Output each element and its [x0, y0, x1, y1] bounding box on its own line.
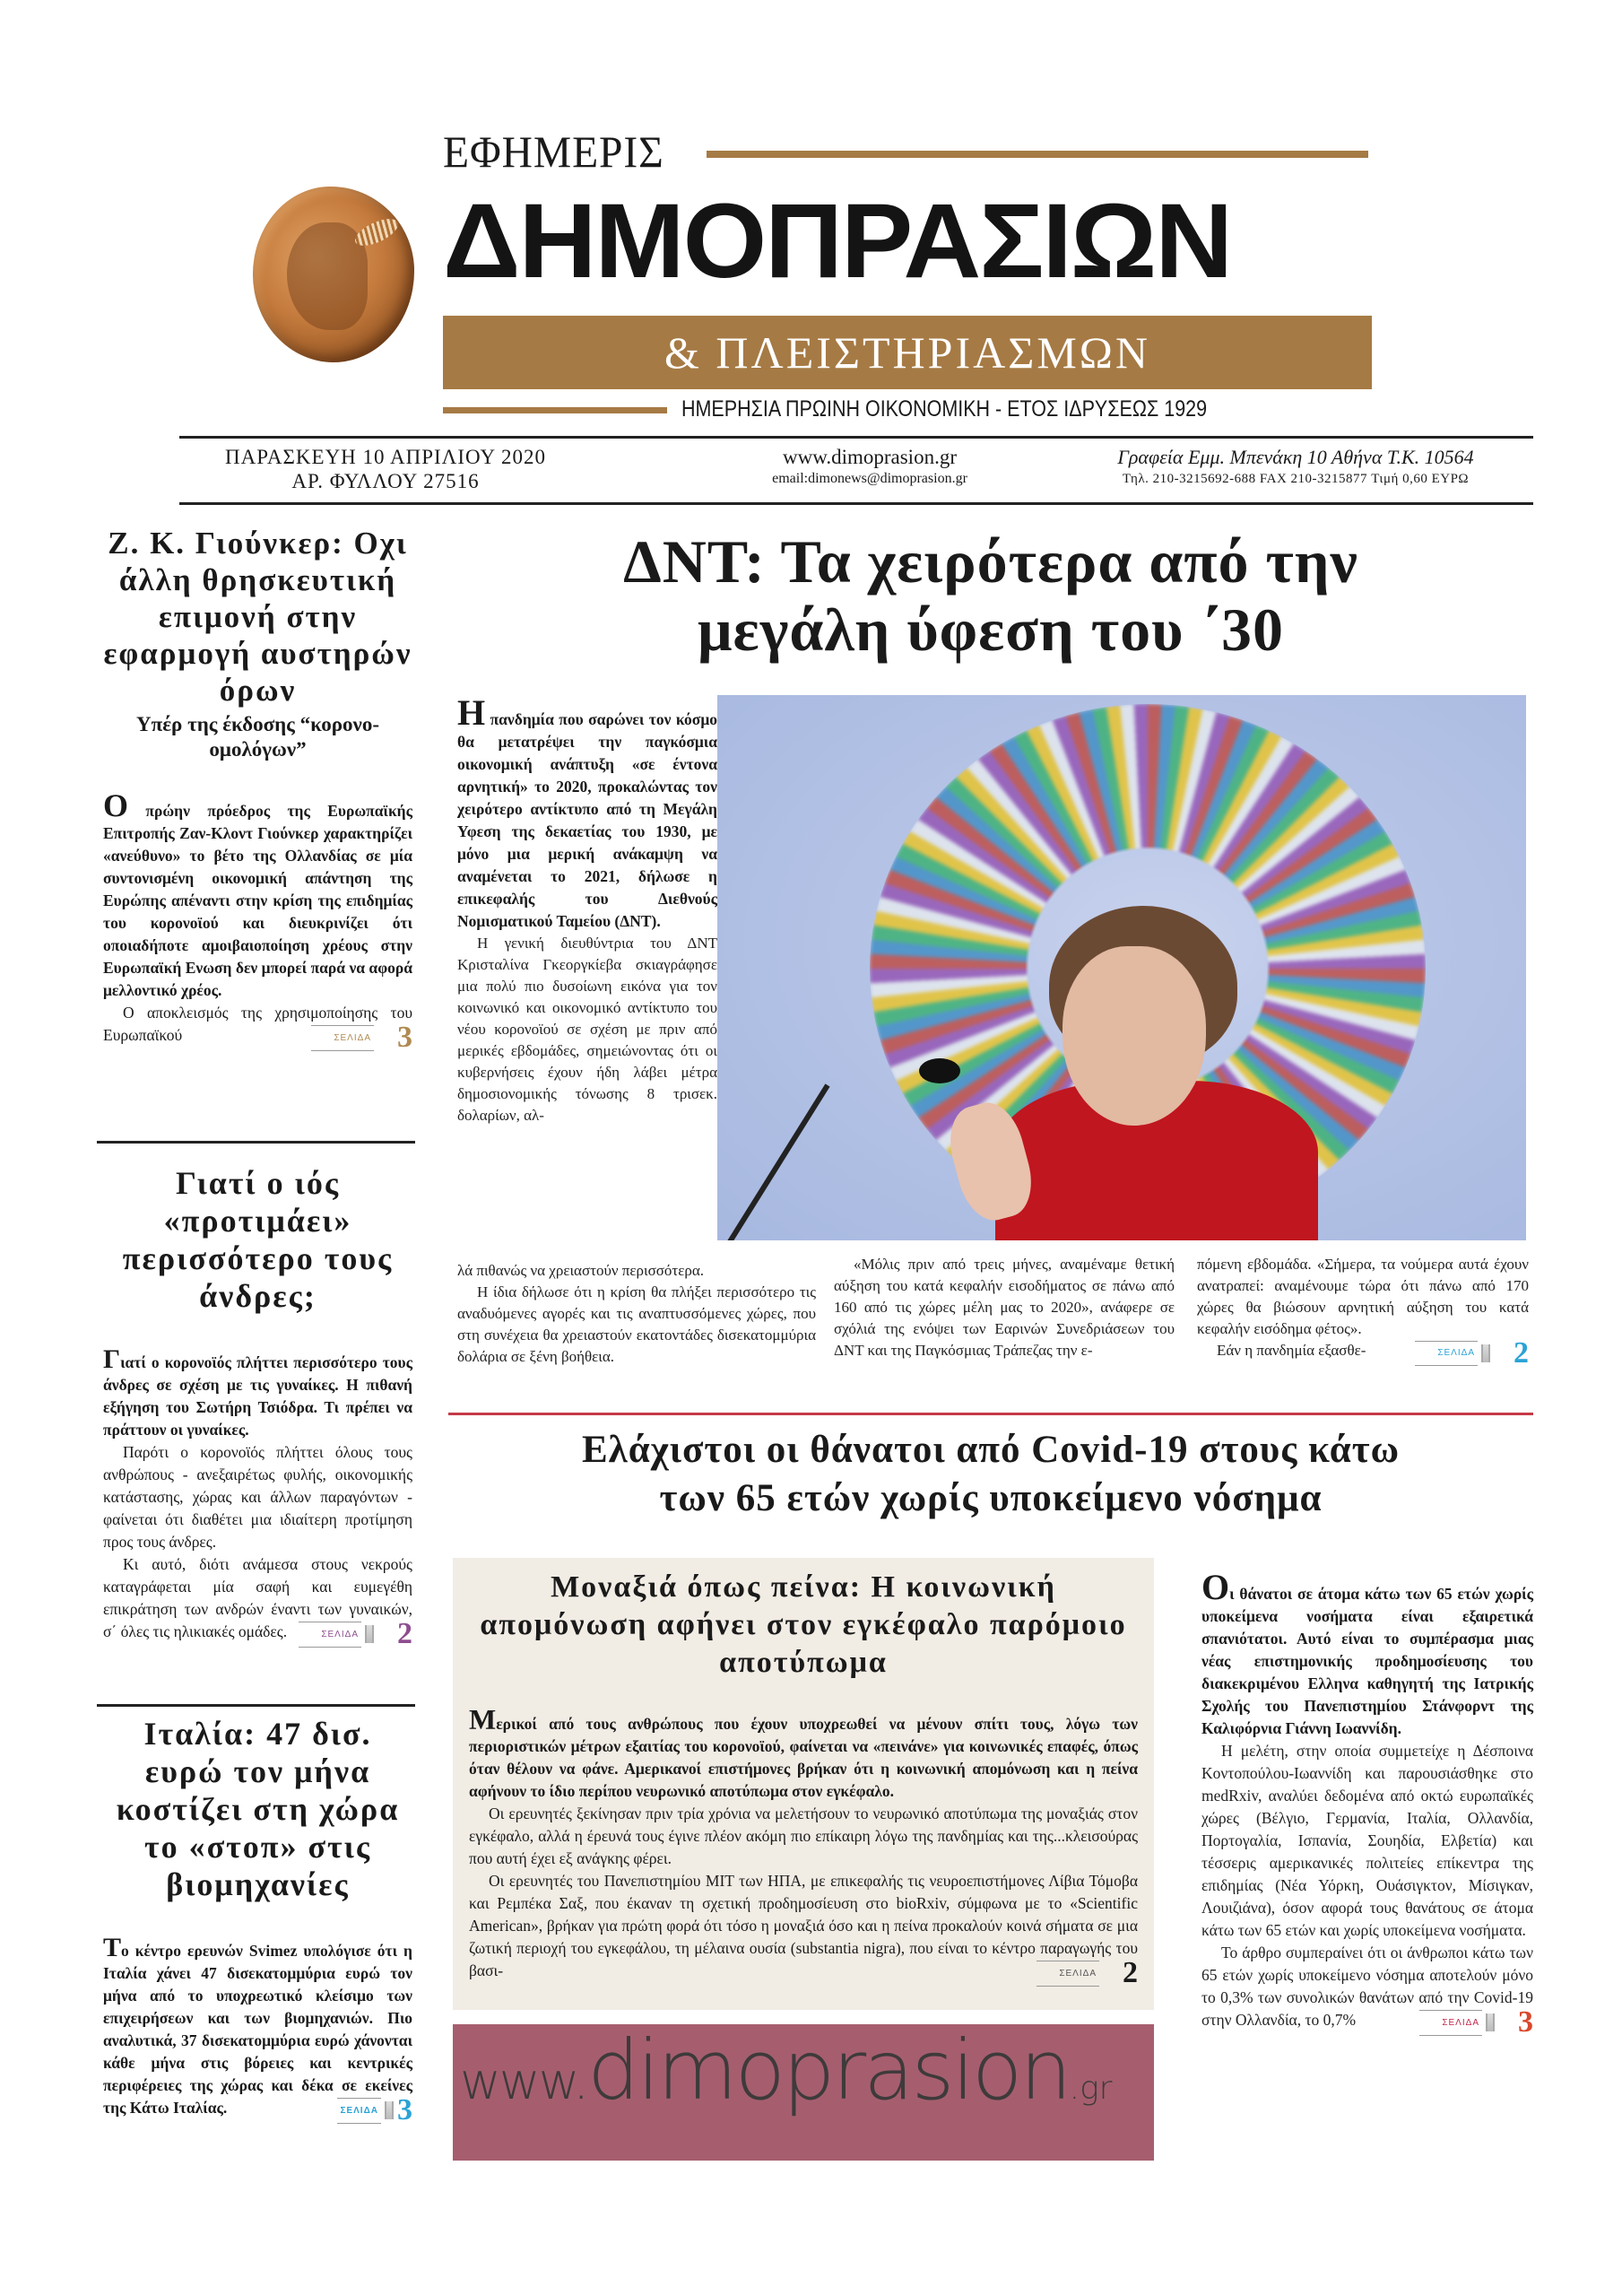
office-address: Γραφεία Εμμ. Μπενάκη 10 Αθήνα Τ.Κ. 10564: [1117, 446, 1474, 468]
article-lead: Ο πρώην πρόεδρος της Ευρωπαϊκής Επιτροπής Ζαν-Κλοντ Γιούνκερ χαρακτηρίζει «ανεύθυνο» το βέτο της Ολλανδίας σε μία συντονισμένη οικονομική απάντηση της Ευρώπης απέναντι στην κρίση της επιδημίας του κορονοϊού και διευκρινίζει ότι οποιαδήποτε αμοιβαιοποίηση χρέους στην Ευρωπαϊκή Ενωση δεν μπορεί παρά να αφορά μελλοντικό χρέος.: [103, 787, 412, 999]
article-headline: Ζ. Κ. Γιούνκερ: Οχι άλλη θρησκευτική επιμονή στην εφαρμογή αυστηρών όρων: [103, 526, 412, 708]
article-lead: Οι θάνατοι σε άτομα κάτω των 65 ετών χωρίς υποκείμενα νοσήματα είναι εξαιρετικά σπανιότατοι. Αυτό είναι το συμπέρασμα μιας νέας επιστημονικής προδημοσίευσης του διακεκριμένου Ελληνα καθηγητή της Ιατρικής Σχολής του Πανεπιστημίου Στάνφορντ της Καλιφόρνια Γιάννη Ιωαννίδη.: [1201, 1567, 1533, 1737]
page-reference[interactable]: ΣΕΛΙΔΑ 3: [1419, 2007, 1533, 2038]
article-subheadline: Υπέρ της έκδοσης “κορονο-ομολόγων”: [136, 713, 379, 761]
issue-date: ΠΑΡΑΣΚΕΥΗ 10 ΑΠΡΙΛΙΟΥ 2020: [224, 446, 546, 468]
figure-icon: [365, 1625, 374, 1643]
divider: [448, 1413, 1533, 1415]
article-body: Κι αυτό, διότι ανάμεσα στους νεκρούς καταγράφεται μία σαφή και ευμεγέθη επικράτηση των ανδρών έναντι των γυναικών, σ΄ όλες τις ηλικιακές ομάδες. ΣΕΛΙΔΑ 2: [103, 1555, 412, 1650]
divider: [97, 1141, 415, 1144]
masthead-subtitle-band: [443, 316, 1372, 389]
article-body: «Μόλις πριν από τρεις μήνες, αναμέναμε θετική αύξηση του κατά κεφαλήν εισοδήματος σε πάνω από 160 από τις χώρες μέλη μας το 2020», ανάφερε σε σχόλιά της ενόψει των Εαρινών Συνεδριάσεων του ΔΝΤ και της Παγκόσμιας Τράπεζας την ε-: [834, 1256, 1175, 1359]
contact-office: [1058, 445, 1533, 489]
microphone-icon: [717, 1083, 830, 1240]
website-ad-banner[interactable]: [453, 2024, 1154, 2161]
page-reference[interactable]: ΣΕΛΙΔΑ 3: [311, 1022, 412, 1053]
article-body: Οι ερευνητές του Πανεπιστημίου ΜΙΤ των ΗΠΑ, με επικεφαλής τις νευροεπιστήμονες Λίβια Τόμοβα και Ρεμπέκα Σαξ, που έκαναν τη σχετική προδημοσίευση στο bioRxiv, σύμφωνα με το «Scientific American», βρήκαν για πρώτη φορά ότι τόσο η μοναξιά όσο και η πείνα προκαλούν κοινά σήματα σε μια ζωτική περιοχή του εγκεφάλου, τη μέλαινα ουσία (substantia nigra), που είναι το κέντρο παραγωγής του βασι- ΣΕΛΙΔΑ 2: [469, 1872, 1138, 1989]
article-juncker: [103, 525, 412, 1053]
photo-imf-director: [717, 695, 1526, 1240]
article-body: Ο αποκλεισμός της χρησιμοποίησης του Ευρωπαϊκού ΣΕΛΙΔΑ 3: [103, 1004, 412, 1054]
main-headline: ΔΝΤ: Τα χειρότερα από την μεγάλη ύφεση του ΄30: [623, 527, 1358, 664]
article-body: Η μελέτη, στην οποία συμμετείχε η Δέσποινα Κοντοπούλου-Ιωαννίδη και παρουσιάσθηκε στο medRxiv, αναλύει δεδομένα από οκτώ ευρωπαϊκές χώρες (Βέλγιο, Γερμανία, Ιταλία, Ολλανδία, Πορτογαλία, Ισπανία, Σουηδία, Ελβετία) και τέσσερις αμερικανικές πολιτείες επίκεντρα της επιδημίας (Νέα Υόρκη, Ουάσιγκτον, Μίσιγκαν, Λουιζιάνα), όσον αφορά τους θανάτους σε άτομα κάτω των 65 ετών και χωρίς υποκείμενα νοσήματα.: [1201, 1742, 1533, 1939]
article-body: Η γενική διευθύντρια του ΔΝΤ Κρισταλίνα Γκεοργκίεβα σκιαγράφησε μια πολύ πιο δυσοίωνη εικόνα για τον κοινωνικό και οικονομικό αντίκτυπο του νέου κορονοϊού σε σχέση με πριν από μερικές εβδομάδες, σημειώνοντας ότι οι κυβερνήσεις έχουν ήδη λάβει μέτρα δημοσιονομικής τόνωσης 8 τρισεκ. δολαρίων, αλ-: [457, 935, 717, 1124]
page-reference[interactable]: ΣΕΛΙΔΑ 2: [1037, 1958, 1138, 1988]
article-imf-col1: [457, 692, 717, 1126]
article-body: Οι ερευνητές ξεκίνησαν πριν τρία χρόνια να μελετήσουν το νευρωνικό αποτύπωμα της μοναξιάς στον εγκέφαλο, αλλά η έρευνά τους έγινε πλέον ακόμη πιο επίκαιρη λόγω της πανδημίας και της...κλεισούρας που αυτή έχει εξ ανάγκης φέρει.: [469, 1805, 1138, 1867]
figure-icon: [1486, 2013, 1495, 2031]
masthead-title: ΔΗΜΟΠΡΑΣΙΩΝ: [443, 182, 1232, 300]
article-body: λά πιθανώς να χρειαστούν περισσότερα.: [457, 1262, 705, 1279]
figure-icon: [1481, 1344, 1490, 1362]
email-link[interactable]: email:dimonews@dimoprasion.gr: [772, 471, 967, 486]
article-covid: [1201, 1567, 1533, 2039]
article-virus-men: [103, 1164, 412, 1649]
issue-info: [179, 445, 592, 493]
figure-icon: [385, 2101, 394, 2119]
article-body: Η ίδια δήλωσε ότι η κρίση θα πλήξει περισσότερο τις αναδυόμενες αγορές και τις αναπτυσσόμενες χώρες, που στη συνέχεια θα χρειαστούν εκατοντάδες δισεκατομμύρια δολάρια σε ξένη βοήθεια.: [457, 1283, 816, 1365]
issue-number: ΑΡ. ΦΥΛΛΟΥ 27516: [291, 470, 480, 492]
article-lead: Η πανδημία που σαρώνει τον κόσμο θα μετατρέψει την παγκόσμια οικονομική ανάπτυξη «σε έντονα αρνητική» το 2020, προκαλώντας τον χειρότερο αντίκτυπο από τη Μεγάλη Υφεση της δεκαετίας του 1930, με μόνο μια μερική ανάκαμψη να αναμένεται το 2021, δήλωσε η επικεφαλής του Διεθνούς Νομισματικού Ταμείου (ΔΝΤ).: [457, 692, 717, 930]
masthead-rule: [443, 407, 667, 413]
article-body: Το άρθρο συμπεραίνει ότι οι άνθρωποι κάτω των 65 ετών χωρίς υποκείμενο νόσημα αποτελούν μόνο το 0,3% των συνολικών θανάτων από την Covid-19 στην Ολλανδία, το 0,7% ΣΕΛΙΔΑ 3: [1201, 1944, 1533, 2039]
coin-logo-icon: [253, 187, 414, 362]
divider: [179, 436, 1533, 439]
divider: [97, 1704, 415, 1707]
covid-headline: Ελάχιστοι οι θάνατοι από Covid-19 στους κάτω των 65 ετών χωρίς υποκείμενο νόσημα: [581, 1429, 1401, 1519]
article-headline: Γιατί ο ιός «προτιμάει» περισσότερο τους άνδρες;: [122, 1165, 394, 1314]
website-link[interactable]: www.dimoprasion.gr: [783, 446, 957, 468]
article-body: Εάν η πανδημία εξασθε- ΣΕΛΙΔΑ 2: [1217, 1336, 1529, 1370]
article-lead: Γιατί ο κορονοϊός πλήττει περισσότερο τους άνδρες σε σχέση με τις γυναίκες. Η πιθανή εξήγηση του Σωτήρη Τσιόδρα. Τι πρέπει να πράττουν οι γυναίκες.: [103, 1344, 412, 1439]
page-reference[interactable]: ΣΕΛΙΔΑ 3: [337, 2095, 412, 2126]
masthead-ephimeris: ΕΦΗΜΕΡΙΣ: [443, 126, 664, 177]
article-imf-col3: [1197, 1254, 1529, 1369]
page-reference[interactable]: ΣΕΛΙΔΑ 2: [1415, 1338, 1529, 1369]
contact-web: [717, 445, 1022, 489]
page-reference[interactable]: ΣΕΛΙΔΑ 2: [299, 1619, 412, 1649]
article-imf-col2: [834, 1254, 1175, 1361]
divider: [179, 502, 1533, 505]
masthead-rule: [707, 151, 1368, 158]
ad-url: www. dimoprasion .gr: [460, 2024, 1113, 2118]
masthead-tagline: ΗΜΕΡΗΣΙΑ ΠΡΩΙΝΗ ΟΙΚΟΝΟΜΙΚΗ - ΕΤΟΣ ΙΔΡΥΣΕΩΣ 1929: [681, 396, 1208, 422]
phone-price-line: Τηλ. 210-3215692-688 FAX 210-3215877 Τιμή 0,60 ΕΥΡΩ: [1122, 472, 1470, 486]
article-loneliness: [453, 1558, 1154, 2010]
article-body: πόμενη εβδομάδα. «Σήμερα, τα νούμερα αυτά έχουν ανατραπεί: αναμένουμε τώρα ότι πάνω από 170 χώρες θα βιώσουν αρνητική αύξηση του κατά κεφαλήν εισόδημα φέτος».: [1197, 1256, 1529, 1337]
article-headline: Μοναξιά όπως πείνα: Η κοινωνική απομόνωση αφήνει στον εγκέφαλο παρόμοιο αποτύπωμα: [480, 1570, 1127, 1679]
article-headline: Ιταλία: 47 δισ. ευρώ τον μήνα κοστίζει στη χώρα το «στοπ» στις βιομηχανίες: [116, 1716, 400, 1902]
article-lead: Μερικοί από τους ανθρώπους που έχουν υποχρεωθεί να μένουν σπίτι τους, λόγω των περιοριστικών μέτρων εξαιτίας του κορονοϊού, φαίνεται να «πεινάνε» για κοινωνικές επαφές, όπως όταν θέλουν να φάνε. Αμερικανοί επιστήμονες βρήκαν ότι η κοινωνική απομόνωση και η πείνα αφήνουν το ίδιο περίπου νευρωνικό αποτύπωμα στον εγκέφαλο.: [469, 1703, 1138, 1800]
masthead: [242, 126, 1372, 422]
article-lead: Το κέντρο ερευνών Svimez υπολόγισε ότι η Ιταλία χάνει 47 δισεκατομμύρια ευρώ τον μήνα από το υποχρεωτικό κλείσιμο των επιχειρήσεων και των βιομηχανιών. Πιο αναλυτικά, 37 δισεκατομμύρια ευρώ χάνονται κάθε μήνα στις βόρειες και κεντρικές περιφέρειες της χώρας και δέκα σε εκείνες της Κάτω Ιταλίας. ΣΕΛΙΔΑ 3: [103, 1933, 412, 2126]
article-italy: [103, 1715, 412, 2126]
article-body: Παρότι ο κορονοϊός πλήττει όλους τους ανθρώπους - ανεξαιρέτως φυλής, οικονομικής κατάστασης, χώρας και άλλων παραγόντων - φαίνεται ότι διαθέτει μια ιδιαίτερη προτίμηση προς τους άνδρες.: [103, 1443, 412, 1551]
masthead-subtitle: & ΠΛΕΙΣΤΗΡΙΑΣΜΩΝ: [664, 327, 1151, 378]
